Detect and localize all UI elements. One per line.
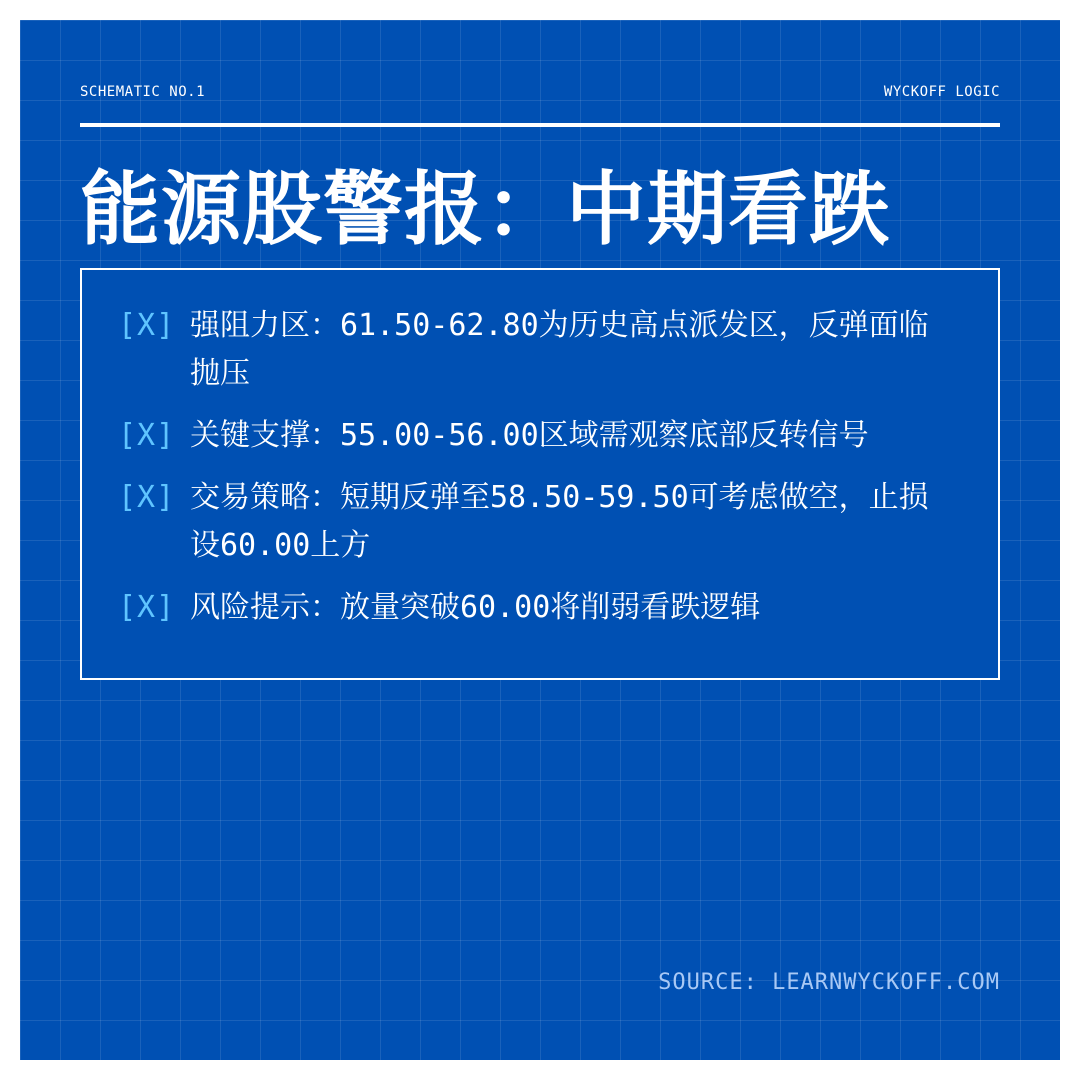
header-divider (80, 123, 1000, 127)
checkbox-x-icon: [X] (118, 480, 176, 515)
page-title: 能源股警报：中期看跌 (80, 163, 890, 256)
list-item (118, 474, 958, 570)
points-list (118, 302, 958, 646)
list-item (118, 302, 958, 398)
point-text: 交易策略：短期反弹至58.50-59.50可考虑做空，止损设60.00上方 (190, 480, 929, 563)
list-item (118, 584, 958, 632)
schematic-label: SCHEMATIC NO.1 (80, 84, 206, 100)
point-text: 风险提示：放量突破60.00将削弱看跌逻辑 (190, 590, 761, 625)
point-text: 关键支撑：55.00-56.00区域需观察底部反转信号 (190, 418, 869, 453)
brand-label: WYCKOFF LOGIC (883, 84, 1000, 100)
checkbox-x-icon: [X] (118, 418, 176, 453)
source-credit: SOURCE: LEARNWYCKOFF.COM (658, 970, 1000, 995)
analysis-panel (80, 268, 1000, 680)
checkbox-x-icon: [X] (118, 308, 176, 343)
point-text: 强阻力区：61.50-62.80为历史高点派发区，反弹面临抛压 (190, 308, 929, 391)
poster-card (20, 20, 1060, 1060)
list-item (118, 412, 958, 460)
checkbox-x-icon: [X] (118, 590, 176, 625)
